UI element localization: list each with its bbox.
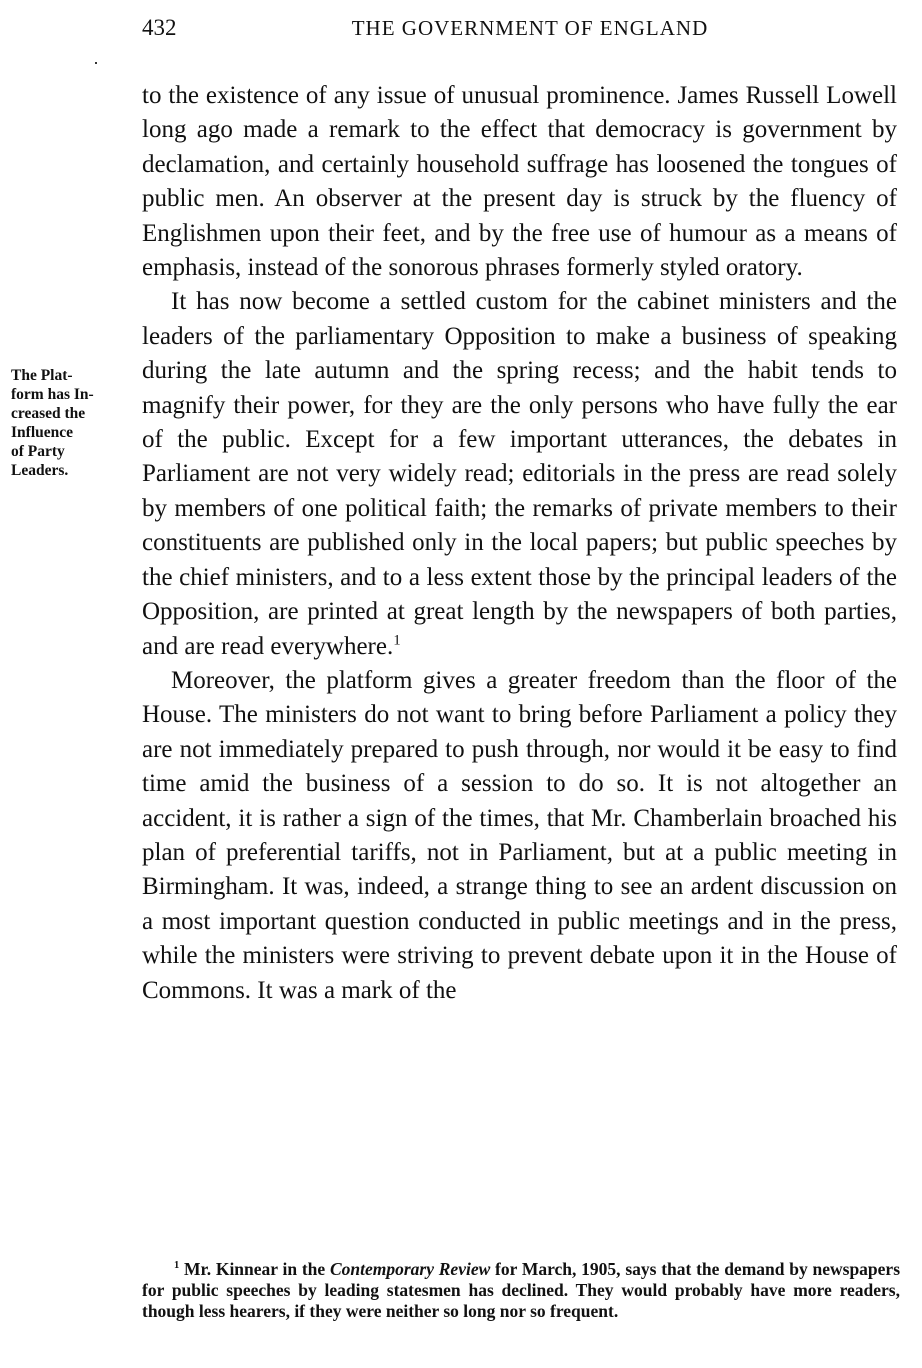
page-number: 432 [142,15,177,40]
paragraph-text: It has now become a settled custom for the cabinet ministers and the leaders of the parliamentary Opposition to make a business of speaking during the late autumn and the spring recess; and the habit tends to magnify their power, for they are the only persons who have fully the ear of the public. Except for a few important utterances, the debates in Parliament are not very widely read; editorials in the press are read solely by members of one political faith; the remarks of private members to their constituents are published only in the local papers; but public speeches by the chief ministers, and to a less extent those by the principal leaders of the Opposition, are printed at great length by the newspapers of both parties, and are read everywhere. [142,288,897,660]
sidenote [11,366,123,480]
footnote-text: Mr. Kinnear in the [184,1259,326,1279]
sidenote-line: of Party [11,443,65,460]
sidenote-line: The Plat- [11,367,73,384]
footnote-ref: 1 [393,632,401,649]
running-head: THE GOVERNMENT OF ENGLAND [351,16,709,40]
stray-mark [95,62,97,64]
sidenote-line: form has In- [11,386,94,403]
footnote-marker: 1 [174,1260,180,1272]
paragraph: to the existence of any issue of unusual prominence. James Russell Lowell long ago made a remark to the effect that democracy is government by declamation, and certainly household suffrage has loosened the tongues of public men. An observer at the present day is struck by the fluency of Englishmen upon their feet, and by the free use of humour as a means of emphasis, instead of the sonorous phrases formerly styled oratory. [142,82,897,282]
footnote-text: for March, 1905, says that the demand by newspapers for public speeches by leading statesmen has declined. They would probably have more readers, though less hearers, if they were neither so long nor so frequent. [142,1259,900,1321]
sidenote-line: Leaders. [11,462,69,479]
footnote [142,1259,900,1322]
paragraph: Moreover, the platform gives a greater freedom than the floor of the House. The ministers do not want to bring before Parliament a policy they are not immediately prepared to push through, nor would it be easy to find time amid the business of a session to do so. It is not altogether an accident, it is rather a sign of the times, that Mr. Chamberlain broached his plan of preferential tariffs, not in Parliament, but at a public meeting in Birmingham. It was, indeed, a strange thing to see an ardent discussion on a most important question conducted in public meetings and in the press, while the ministers were striving to prevent debate upon it in the House of Commons. It was a mark of the [142,666,897,1004]
sidenote-line: Influence [11,424,73,441]
sidenote-line: creased the [11,405,86,422]
paragraph [142,285,897,663]
body-text [142,79,897,1008]
footnote-journal: Contemporary Review [329,1259,491,1279]
